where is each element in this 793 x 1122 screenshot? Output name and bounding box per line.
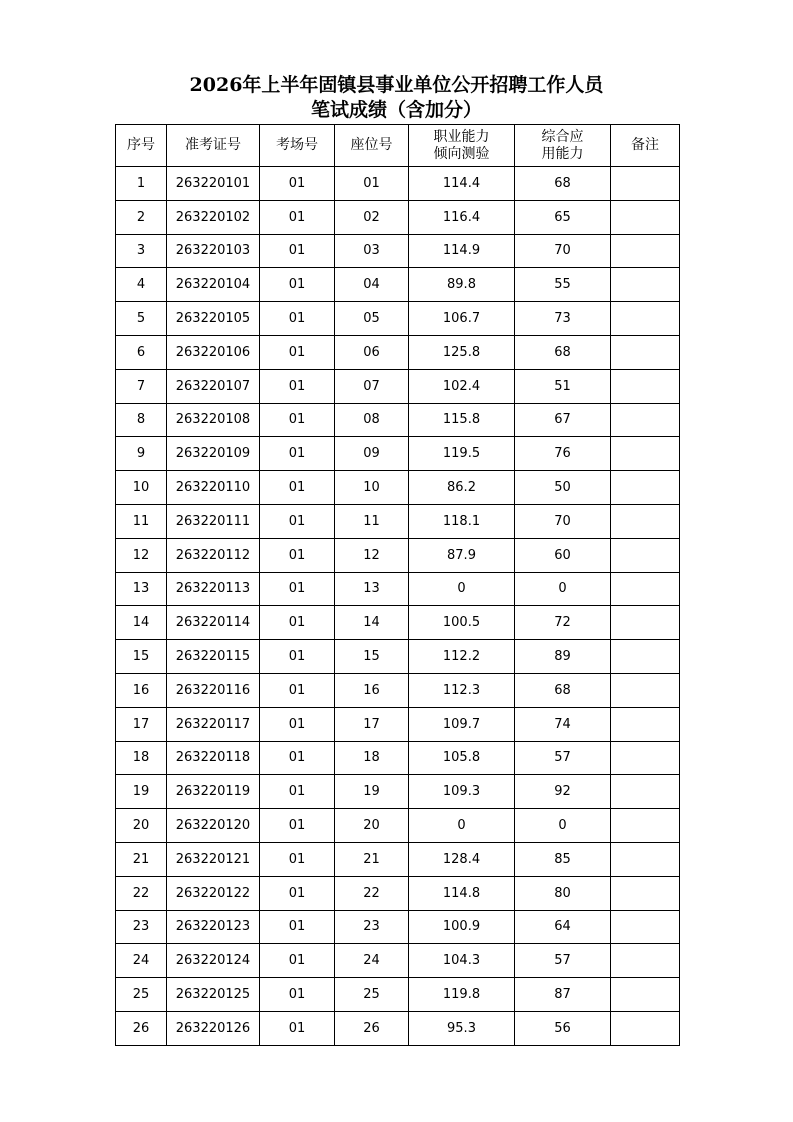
table-header-row bbox=[116, 125, 680, 167]
cell-aptitude: 112.3 bbox=[409, 673, 515, 707]
cell-room: 01 bbox=[260, 910, 335, 944]
cell-aptitude: 114.8 bbox=[409, 876, 515, 910]
table-row bbox=[116, 538, 680, 572]
cell-seq: 16 bbox=[116, 673, 167, 707]
table-row bbox=[116, 471, 680, 505]
cell-applied: 68 bbox=[515, 167, 611, 201]
cell-seq: 3 bbox=[116, 234, 167, 268]
header-seq: 序号 bbox=[116, 125, 167, 167]
cell-aptitude: 95.3 bbox=[409, 1011, 515, 1045]
cell-applied: 87 bbox=[515, 978, 611, 1012]
table-row bbox=[116, 302, 680, 336]
cell-room: 01 bbox=[260, 944, 335, 978]
cell-room: 01 bbox=[260, 471, 335, 505]
cell-seq: 26 bbox=[116, 1011, 167, 1045]
cell-seat: 14 bbox=[335, 606, 409, 640]
cell-remark bbox=[611, 572, 680, 606]
cell-room: 01 bbox=[260, 200, 335, 234]
cell-remark bbox=[611, 606, 680, 640]
cell-seat: 03 bbox=[335, 234, 409, 268]
table-row bbox=[116, 437, 680, 471]
cell-exam-id: 263220120 bbox=[167, 809, 260, 843]
table-row bbox=[116, 775, 680, 809]
cell-seat: 06 bbox=[335, 335, 409, 369]
cell-room: 01 bbox=[260, 1011, 335, 1045]
cell-seat: 09 bbox=[335, 437, 409, 471]
cell-exam-id: 263220110 bbox=[167, 471, 260, 505]
cell-seat: 20 bbox=[335, 809, 409, 843]
table-row bbox=[116, 910, 680, 944]
cell-remark bbox=[611, 978, 680, 1012]
cell-remark bbox=[611, 369, 680, 403]
cell-applied: 65 bbox=[515, 200, 611, 234]
cell-seat: 05 bbox=[335, 302, 409, 336]
cell-room: 01 bbox=[260, 167, 335, 201]
table-row bbox=[116, 504, 680, 538]
cell-seq: 12 bbox=[116, 538, 167, 572]
cell-seq: 17 bbox=[116, 707, 167, 741]
cell-seq: 18 bbox=[116, 741, 167, 775]
cell-seq: 25 bbox=[116, 978, 167, 1012]
cell-seat: 12 bbox=[335, 538, 409, 572]
cell-exam-id: 263220103 bbox=[167, 234, 260, 268]
cell-seq: 24 bbox=[116, 944, 167, 978]
table-row bbox=[116, 268, 680, 302]
cell-aptitude: 104.3 bbox=[409, 944, 515, 978]
cell-room: 01 bbox=[260, 606, 335, 640]
header-exam-id: 准考证号 bbox=[167, 125, 260, 167]
cell-exam-id: 263220117 bbox=[167, 707, 260, 741]
cell-applied: 74 bbox=[515, 707, 611, 741]
cell-room: 01 bbox=[260, 876, 335, 910]
cell-applied: 56 bbox=[515, 1011, 611, 1045]
table-row bbox=[116, 167, 680, 201]
cell-exam-id: 263220112 bbox=[167, 538, 260, 572]
cell-aptitude: 119.5 bbox=[409, 437, 515, 471]
cell-applied: 70 bbox=[515, 234, 611, 268]
cell-remark bbox=[611, 335, 680, 369]
cell-applied: 73 bbox=[515, 302, 611, 336]
cell-remark bbox=[611, 538, 680, 572]
cell-remark bbox=[611, 673, 680, 707]
cell-room: 01 bbox=[260, 234, 335, 268]
cell-remark bbox=[611, 504, 680, 538]
cell-exam-id: 263220113 bbox=[167, 572, 260, 606]
document-subtitle: 笔试成绩（含加分） bbox=[310, 99, 482, 121]
cell-room: 01 bbox=[260, 640, 335, 674]
cell-seq: 5 bbox=[116, 302, 167, 336]
cell-seat: 24 bbox=[335, 944, 409, 978]
table-row bbox=[116, 707, 680, 741]
cell-seq: 2 bbox=[116, 200, 167, 234]
table-row bbox=[116, 944, 680, 978]
cell-applied: 85 bbox=[515, 842, 611, 876]
cell-aptitude: 106.7 bbox=[409, 302, 515, 336]
cell-exam-id: 263220125 bbox=[167, 978, 260, 1012]
cell-applied: 55 bbox=[515, 268, 611, 302]
cell-seat: 15 bbox=[335, 640, 409, 674]
cell-exam-id: 263220108 bbox=[167, 403, 260, 437]
header-remark: 备注 bbox=[611, 125, 680, 167]
cell-seat: 25 bbox=[335, 978, 409, 1012]
cell-remark bbox=[611, 775, 680, 809]
cell-room: 01 bbox=[260, 572, 335, 606]
cell-applied: 72 bbox=[515, 606, 611, 640]
cell-exam-id: 263220105 bbox=[167, 302, 260, 336]
cell-exam-id: 263220121 bbox=[167, 842, 260, 876]
table-row bbox=[116, 673, 680, 707]
cell-applied: 70 bbox=[515, 504, 611, 538]
cell-exam-id: 263220116 bbox=[167, 673, 260, 707]
cell-aptitude: 105.8 bbox=[409, 741, 515, 775]
header-applied bbox=[515, 125, 611, 167]
cell-exam-id: 263220123 bbox=[167, 910, 260, 944]
cell-aptitude: 0 bbox=[409, 809, 515, 843]
cell-seat: 04 bbox=[335, 268, 409, 302]
cell-seat: 16 bbox=[335, 673, 409, 707]
table-row bbox=[116, 234, 680, 268]
cell-room: 01 bbox=[260, 504, 335, 538]
cell-applied: 50 bbox=[515, 471, 611, 505]
cell-room: 01 bbox=[260, 369, 335, 403]
cell-exam-id: 263220101 bbox=[167, 167, 260, 201]
cell-seq: 23 bbox=[116, 910, 167, 944]
header-aptitude bbox=[409, 125, 515, 167]
table-row bbox=[116, 369, 680, 403]
table-row bbox=[116, 640, 680, 674]
cell-exam-id: 263220124 bbox=[167, 944, 260, 978]
cell-applied: 92 bbox=[515, 775, 611, 809]
cell-aptitude: 86.2 bbox=[409, 471, 515, 505]
cell-seq: 19 bbox=[116, 775, 167, 809]
cell-seat: 01 bbox=[335, 167, 409, 201]
cell-room: 01 bbox=[260, 335, 335, 369]
cell-applied: 57 bbox=[515, 741, 611, 775]
cell-applied: 80 bbox=[515, 876, 611, 910]
table-row bbox=[116, 842, 680, 876]
cell-seq: 20 bbox=[116, 809, 167, 843]
cell-seat: 22 bbox=[335, 876, 409, 910]
cell-seat: 21 bbox=[335, 842, 409, 876]
cell-seat: 07 bbox=[335, 369, 409, 403]
header-room: 考场号 bbox=[260, 125, 335, 167]
cell-aptitude: 115.8 bbox=[409, 403, 515, 437]
cell-room: 01 bbox=[260, 673, 335, 707]
cell-seq: 7 bbox=[116, 369, 167, 403]
cell-applied: 51 bbox=[515, 369, 611, 403]
cell-exam-id: 263220106 bbox=[167, 335, 260, 369]
cell-aptitude: 125.8 bbox=[409, 335, 515, 369]
cell-remark bbox=[611, 876, 680, 910]
cell-seq: 13 bbox=[116, 572, 167, 606]
cell-seat: 18 bbox=[335, 741, 409, 775]
cell-room: 01 bbox=[260, 538, 335, 572]
cell-exam-id: 263220119 bbox=[167, 775, 260, 809]
cell-remark bbox=[611, 842, 680, 876]
cell-exam-id: 263220114 bbox=[167, 606, 260, 640]
cell-room: 01 bbox=[260, 978, 335, 1012]
cell-seat: 23 bbox=[335, 910, 409, 944]
cell-applied: 76 bbox=[515, 437, 611, 471]
cell-exam-id: 263220115 bbox=[167, 640, 260, 674]
cell-applied: 64 bbox=[515, 910, 611, 944]
cell-remark bbox=[611, 403, 680, 437]
cell-seat: 08 bbox=[335, 403, 409, 437]
table-row bbox=[116, 335, 680, 369]
cell-aptitude: 100.5 bbox=[409, 606, 515, 640]
cell-aptitude: 114.4 bbox=[409, 167, 515, 201]
header-seat: 座位号 bbox=[335, 125, 409, 167]
cell-applied: 68 bbox=[515, 335, 611, 369]
cell-room: 01 bbox=[260, 302, 335, 336]
table-row bbox=[116, 200, 680, 234]
cell-exam-id: 263220109 bbox=[167, 437, 260, 471]
cell-exam-id: 263220102 bbox=[167, 200, 260, 234]
cell-aptitude: 114.9 bbox=[409, 234, 515, 268]
cell-room: 01 bbox=[260, 437, 335, 471]
cell-exam-id: 263220104 bbox=[167, 268, 260, 302]
header-aptitude-line1: 职业能力 bbox=[433, 128, 490, 145]
cell-aptitude: 0 bbox=[409, 572, 515, 606]
cell-remark bbox=[611, 302, 680, 336]
cell-aptitude: 112.2 bbox=[409, 640, 515, 674]
cell-seat: 02 bbox=[335, 200, 409, 234]
cell-exam-id: 263220107 bbox=[167, 369, 260, 403]
cell-seq: 15 bbox=[116, 640, 167, 674]
cell-remark bbox=[611, 809, 680, 843]
cell-aptitude: 109.3 bbox=[409, 775, 515, 809]
cell-aptitude: 87.9 bbox=[409, 538, 515, 572]
cell-aptitude: 89.8 bbox=[409, 268, 515, 302]
cell-room: 01 bbox=[260, 775, 335, 809]
cell-seq: 14 bbox=[116, 606, 167, 640]
cell-seq: 21 bbox=[116, 842, 167, 876]
cell-seq: 4 bbox=[116, 268, 167, 302]
cell-room: 01 bbox=[260, 268, 335, 302]
cell-applied: 0 bbox=[515, 572, 611, 606]
cell-applied: 67 bbox=[515, 403, 611, 437]
cell-seq: 9 bbox=[116, 437, 167, 471]
cell-remark bbox=[611, 707, 680, 741]
cell-seat: 26 bbox=[335, 1011, 409, 1045]
cell-exam-id: 263220122 bbox=[167, 876, 260, 910]
cell-aptitude: 100.9 bbox=[409, 910, 515, 944]
table-row bbox=[116, 403, 680, 437]
cell-seq: 8 bbox=[116, 403, 167, 437]
cell-aptitude: 118.1 bbox=[409, 504, 515, 538]
cell-seq: 22 bbox=[116, 876, 167, 910]
cell-aptitude: 109.7 bbox=[409, 707, 515, 741]
cell-seat: 11 bbox=[335, 504, 409, 538]
cell-remark bbox=[611, 471, 680, 505]
table-row bbox=[116, 809, 680, 843]
cell-room: 01 bbox=[260, 741, 335, 775]
table-row bbox=[116, 572, 680, 606]
cell-applied: 60 bbox=[515, 538, 611, 572]
cell-seq: 6 bbox=[116, 335, 167, 369]
cell-applied: 68 bbox=[515, 673, 611, 707]
cell-aptitude: 119.8 bbox=[409, 978, 515, 1012]
cell-aptitude: 128.4 bbox=[409, 842, 515, 876]
cell-aptitude: 102.4 bbox=[409, 369, 515, 403]
table-row bbox=[116, 741, 680, 775]
score-table bbox=[115, 124, 680, 1046]
cell-remark bbox=[611, 268, 680, 302]
cell-remark bbox=[611, 437, 680, 471]
cell-applied: 57 bbox=[515, 944, 611, 978]
cell-seq: 10 bbox=[116, 471, 167, 505]
cell-aptitude: 116.4 bbox=[409, 200, 515, 234]
cell-room: 01 bbox=[260, 809, 335, 843]
cell-seat: 13 bbox=[335, 572, 409, 606]
table-row bbox=[116, 606, 680, 640]
cell-exam-id: 263220118 bbox=[167, 741, 260, 775]
cell-remark bbox=[611, 944, 680, 978]
cell-seat: 10 bbox=[335, 471, 409, 505]
cell-room: 01 bbox=[260, 403, 335, 437]
cell-seat: 17 bbox=[335, 707, 409, 741]
cell-remark bbox=[611, 640, 680, 674]
cell-applied: 0 bbox=[515, 809, 611, 843]
cell-remark bbox=[611, 910, 680, 944]
cell-remark bbox=[611, 167, 680, 201]
header-applied-line2: 用能力 bbox=[541, 145, 584, 162]
cell-exam-id: 263220111 bbox=[167, 504, 260, 538]
cell-applied: 89 bbox=[515, 640, 611, 674]
cell-exam-id: 263220126 bbox=[167, 1011, 260, 1045]
document-title: 2026年上半年固镇县事业单位公开招聘工作人员 bbox=[189, 74, 604, 96]
cell-room: 01 bbox=[260, 707, 335, 741]
cell-remark bbox=[611, 741, 680, 775]
header-applied-line1: 综合应 bbox=[541, 128, 584, 145]
cell-remark bbox=[611, 200, 680, 234]
cell-seat: 19 bbox=[335, 775, 409, 809]
table-row bbox=[116, 876, 680, 910]
cell-remark bbox=[611, 234, 680, 268]
cell-remark bbox=[611, 1011, 680, 1045]
header-aptitude-line2: 倾向测验 bbox=[433, 145, 490, 162]
cell-room: 01 bbox=[260, 842, 335, 876]
table-row bbox=[116, 978, 680, 1012]
table-row bbox=[116, 1011, 680, 1045]
cell-seq: 11 bbox=[116, 504, 167, 538]
cell-seq: 1 bbox=[116, 167, 167, 201]
